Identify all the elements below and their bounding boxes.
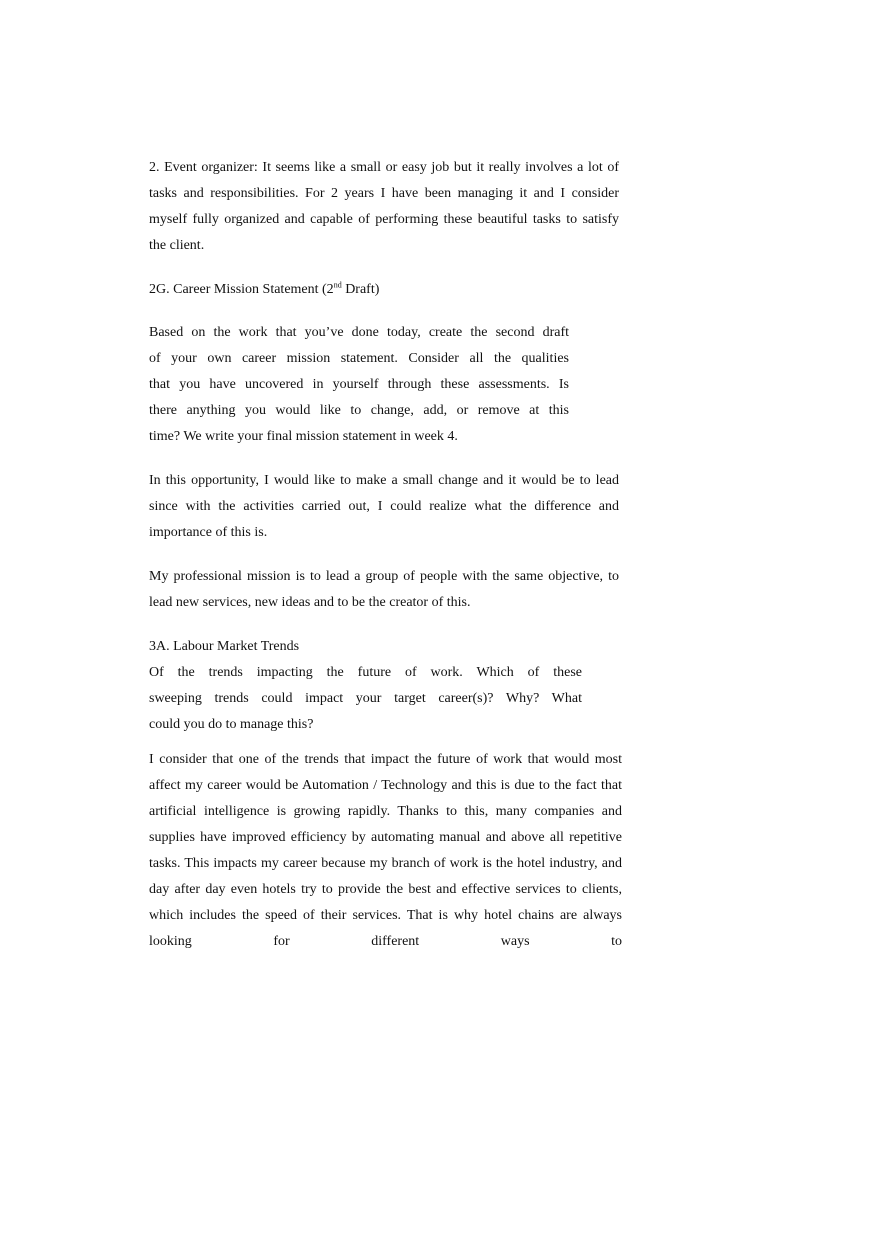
career-mission-prompt-line: that you have uncovered in yourself through these assessments. Is	[149, 377, 569, 392]
labour-market-heading: 3A. Labour Market Trends	[149, 639, 300, 654]
labour-market-prompt-line: sweeping trends could impact your target career(s)? Why? What	[149, 691, 582, 706]
career-mission-heading-superscript: nd	[333, 280, 342, 290]
professional-mission-paragraph: My professional mission is to lead a group of people with the same objective, to lead new services, new ideas and to be the creator of this.	[149, 569, 619, 610]
career-mission-prompt-line: time? We write your final mission statement in week 4.	[149, 429, 458, 444]
labour-market-prompt-line: Of the trends impacting the future of work. Which of these	[149, 665, 582, 680]
career-mission-prompt	[149, 320, 569, 450]
career-mission-prompt-line: there anything you would like to change, add, or remove at this	[149, 403, 569, 418]
labour-market-prompt	[149, 660, 582, 738]
career-mission-heading	[149, 280, 379, 300]
career-mission-prompt-line: Based on the work that you’ve done today, create the second draft	[149, 325, 569, 340]
career-mission-prompt-line: of your own career mission statement. Consider all the qualities	[149, 351, 569, 366]
labour-market-prompt-line: could you do to manage this?	[149, 717, 314, 732]
event-organizer-paragraph: 2. Event organizer: It seems like a small or easy job but it really involves a lot of tasks and responsibilities. For 2 years I have been managing it and I consider myself fully organized and capable of performing these beautiful tasks to satisfy the client.	[149, 160, 619, 253]
automation-paragraph: I consider that one of the trends that impact the future of work that would most affect my career would be Automation / Technology and this is due to the fact that artificial intelligence is growing rapidly. Thanks to this, many companies and supplies have improved efficiency by automating manual and above all repetitive tasks. This impacts my career because my branch of work is the hotel industry, and day after day even hotels try to provide the best and effective services to clients, which includes the speed of their services. That is why hotel chains are always looking for different ways to	[149, 752, 622, 949]
career-mission-heading-suffix: Draft)	[341, 282, 380, 297]
opportunity-paragraph: In this opportunity, I would like to make a small change and it would be to lead since with the activities carried out, I could realize what the difference and importance of this is.	[149, 473, 619, 540]
career-mission-heading-prefix: 2G. Career Mission Statement (2	[149, 282, 334, 297]
